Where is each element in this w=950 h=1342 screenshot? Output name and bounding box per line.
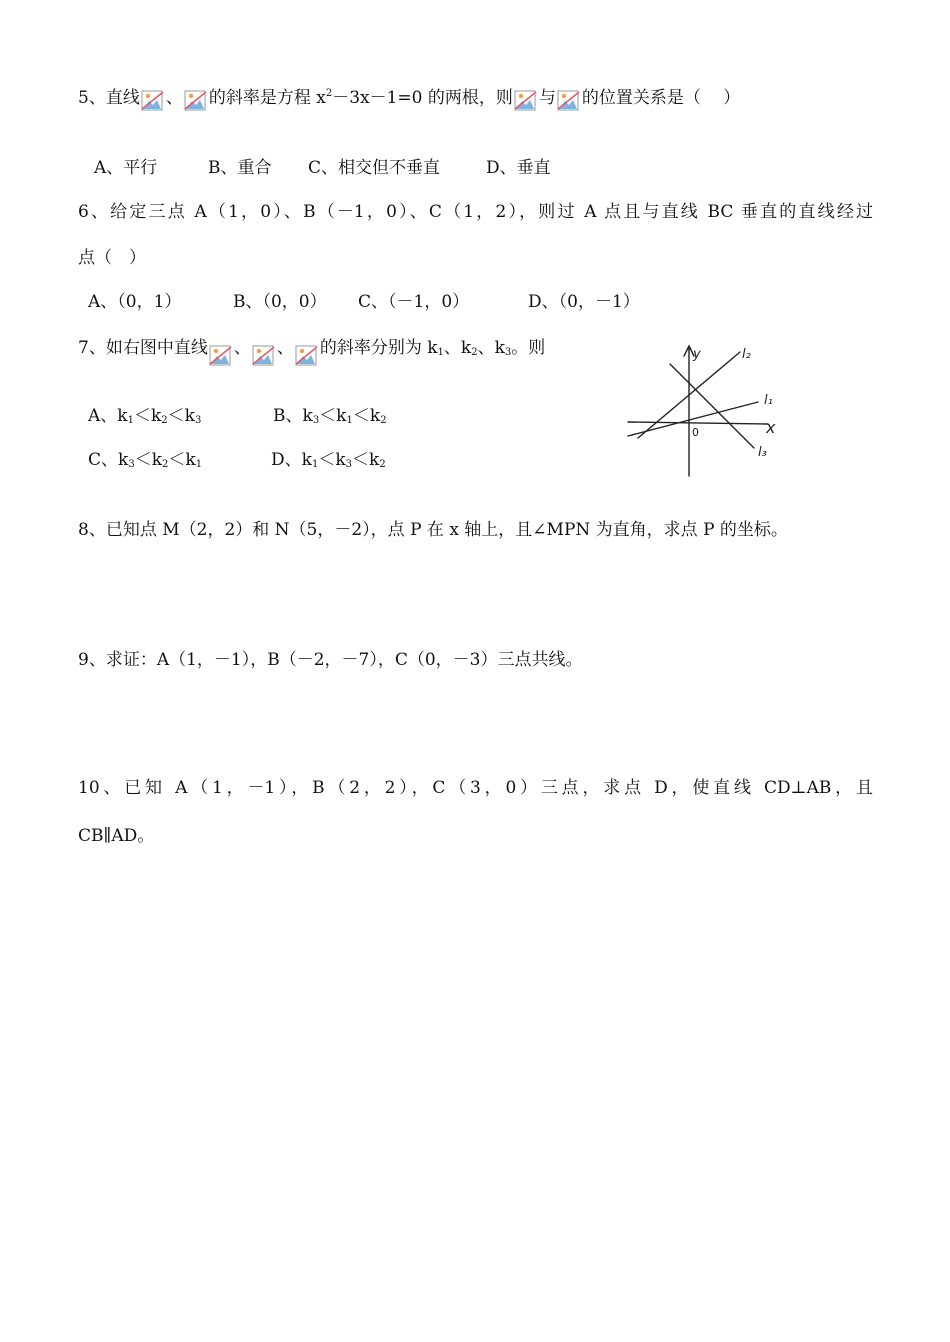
k: k [302, 406, 313, 426]
subscript: 3 [312, 415, 320, 426]
subscript: 2 [380, 415, 387, 426]
q5-option-b: B、重合 [208, 158, 272, 178]
subscript: 3 [504, 347, 512, 358]
option-label: B、 [273, 406, 303, 426]
k: k [117, 406, 128, 426]
q10-line2: CB∥AD。 [78, 826, 155, 846]
subscript: 1 [311, 459, 319, 470]
lines-sketch [618, 338, 793, 478]
subscript: 3 [345, 459, 353, 470]
subscript: 1 [127, 415, 134, 426]
k: ＜k [319, 406, 347, 426]
q6-option-a: A、（0，1） [88, 292, 182, 312]
q5-suffix: 的位置关系是（ ） [581, 88, 741, 108]
q7-option-c [88, 448, 202, 472]
q7-option-d [271, 448, 386, 472]
k: ＜k [352, 450, 380, 470]
q5-option-c: C、相交但不垂直 [308, 158, 441, 178]
subscript: 2 [471, 347, 478, 358]
option-label: D、 [271, 450, 302, 470]
k: ＜k [167, 406, 195, 426]
q10-line1: 10、已知 A（1，－1），B（2，2），C（3，0）三点，求点 D，使直线 CD⊥AB，且 [78, 778, 873, 798]
k: k [118, 450, 129, 470]
q5-sep1: 、 [165, 88, 183, 108]
k: ＜k [133, 406, 162, 426]
q5-mid1: 的斜率是方程 x [208, 88, 326, 108]
q6-option-d: D、（0，－1） [528, 292, 640, 312]
q6-line2: 点（ ） [78, 248, 146, 268]
l2-label: l₂ [742, 347, 751, 362]
option-label: A、 [88, 406, 118, 426]
q7-sep1: 、 [233, 338, 251, 358]
subscript: 1 [346, 415, 353, 426]
q7-option-b [273, 404, 387, 428]
k: ＜k [168, 450, 196, 470]
broken-image-icon [295, 343, 319, 367]
k: ＜k [134, 450, 163, 470]
question-8: 8、已知点 M（2，2）和 N（5，－2），点 P 在 x 轴上，且∠MPN 为直角，求点 P 的坐标。 [78, 520, 788, 540]
broken-image-icon [514, 88, 538, 112]
origin-label: 0 [692, 426, 699, 439]
x-label: x [766, 418, 776, 437]
q7-text: 、k [477, 338, 505, 358]
l1-label: l₁ [764, 393, 773, 408]
subscript: 3 [128, 459, 135, 470]
q5-mid3: 与 [538, 88, 556, 108]
k: k [301, 450, 312, 470]
q7-suffix: 。则 [511, 338, 546, 358]
question-7 [78, 336, 545, 367]
option-label: C、 [88, 450, 119, 470]
subscript: 1 [195, 459, 203, 470]
q7-text: 、k [443, 338, 472, 358]
k: ＜k [352, 406, 381, 426]
k: ＜k [318, 450, 346, 470]
x-axis [628, 422, 768, 424]
q5-prefix: 5、直线 [78, 88, 140, 108]
subscript: 2 [162, 459, 169, 470]
subscript: 3 [194, 415, 202, 426]
l3-label: l₃ [758, 445, 767, 460]
q6-option-b: B、（0，0） [233, 292, 327, 312]
q5-superscript: 2 [325, 88, 333, 99]
q7-prefix: 7、如右图中直线 [78, 338, 208, 358]
broken-image-icon [252, 343, 276, 367]
q5-option-d: D、垂直 [486, 158, 551, 178]
q7-figure [618, 338, 793, 478]
y-label: y [693, 347, 701, 362]
q6-line1: 6、给定三点 A（1，0）、B（－1，0）、C（1，2），则过 A 点且与直线 BC 垂直的直线经过 [78, 202, 873, 222]
q7-sep2: 、 [276, 338, 294, 358]
broken-image-icon [209, 343, 233, 367]
question-9: 9、求证：A（1，－1），B（－2，－7），C（0，－3）三点共线。 [78, 650, 583, 670]
q7-option-a [88, 404, 201, 428]
subscript: 2 [379, 459, 386, 470]
q6-option-c: C、（－1，0） [358, 292, 470, 312]
q5-option-a: A、平行 [94, 158, 158, 178]
subscript: 1 [437, 347, 444, 358]
question-5 [78, 86, 740, 112]
broken-image-icon [184, 88, 208, 112]
q7-mid: 的斜率分别为 k [319, 338, 438, 358]
subscript: 2 [161, 415, 168, 426]
q5-mid2: －3x－1=0 的两根，则 [332, 88, 513, 108]
broken-image-icon [557, 88, 581, 112]
broken-image-icon [141, 88, 165, 112]
